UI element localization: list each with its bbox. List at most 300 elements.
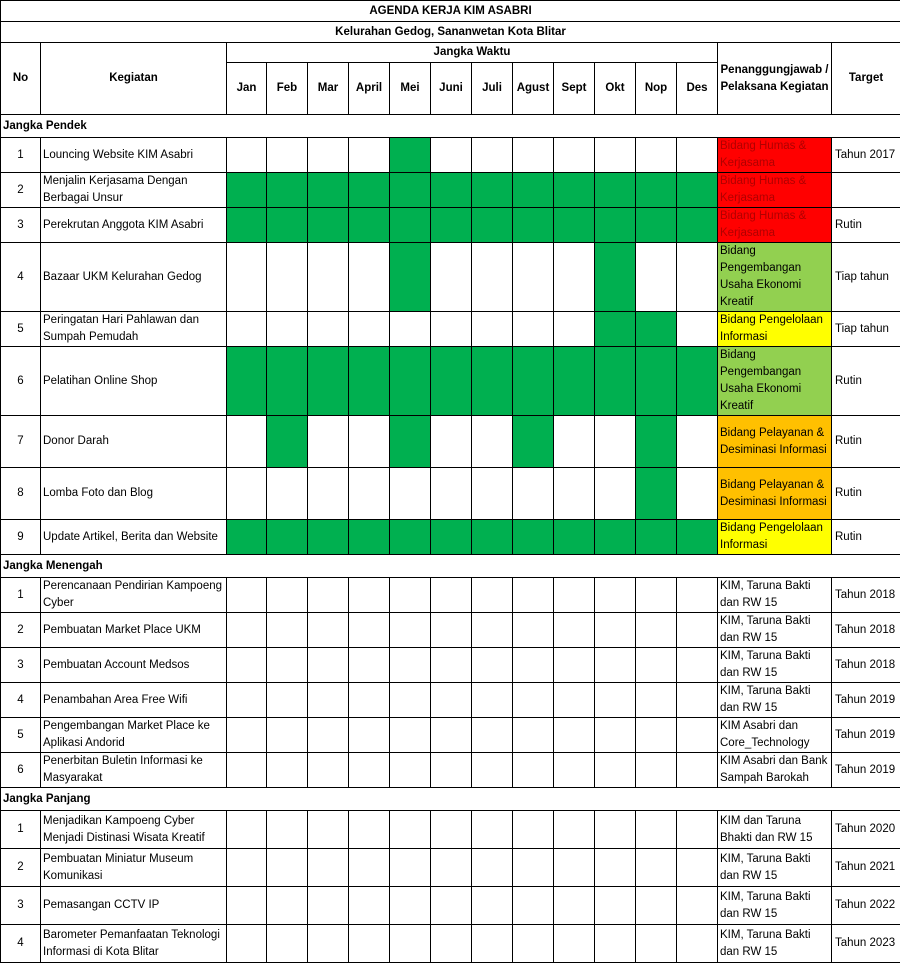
month-cell (431, 648, 472, 683)
row-number: 2 (1, 173, 41, 208)
month-cell-active (267, 347, 308, 416)
month-cell-active (472, 520, 513, 555)
month-cell (636, 925, 677, 963)
activity-cell: Perencanaan Pendirian Kampoeng Cyber (41, 578, 227, 613)
month-cell (308, 312, 349, 347)
month-cell (308, 753, 349, 788)
row-number: 3 (1, 887, 41, 925)
month-cell-active (677, 347, 718, 416)
responsible-cell: KIM, Taruna Bakti dan RW 15 (718, 578, 832, 613)
header-month: Jan (227, 63, 267, 115)
month-cell-active (390, 243, 431, 312)
month-cell (513, 468, 554, 520)
month-cell (227, 811, 267, 849)
month-cell-active (513, 173, 554, 208)
month-cell-active (513, 520, 554, 555)
month-cell (267, 718, 308, 753)
month-cell (390, 925, 431, 963)
month-cell (431, 138, 472, 173)
month-cell (636, 718, 677, 753)
month-cell-active (431, 347, 472, 416)
month-cell (349, 811, 390, 849)
table-row (1, 613, 900, 648)
month-cell (677, 312, 718, 347)
table-row (1, 887, 900, 925)
month-cell (595, 416, 636, 468)
month-cell (267, 138, 308, 173)
month-cell (513, 683, 554, 718)
month-cell (513, 312, 554, 347)
month-cell (349, 613, 390, 648)
month-cell-active (431, 520, 472, 555)
month-cell (267, 578, 308, 613)
month-cell (431, 753, 472, 788)
month-cell (227, 718, 267, 753)
month-cell (308, 683, 349, 718)
responsible-cell: Bidang Humas & Kerjasama (718, 208, 832, 243)
activity-cell: Perekrutan Anggota KIM Asabri (41, 208, 227, 243)
month-cell (349, 849, 390, 887)
month-cell (677, 753, 718, 788)
month-cell (267, 849, 308, 887)
month-cell (431, 613, 472, 648)
responsible-cell: Bidang Humas & Kerjasama (718, 173, 832, 208)
target-cell: Rutin (832, 208, 900, 243)
month-cell (390, 578, 431, 613)
table-row (1, 849, 900, 887)
month-cell (349, 578, 390, 613)
month-cell-active (431, 173, 472, 208)
month-cell (308, 138, 349, 173)
month-cell (677, 468, 718, 520)
month-cell-active (595, 208, 636, 243)
header-month: Agust (513, 63, 554, 115)
table-row (1, 138, 900, 173)
activity-cell: Bazaar UKM Kelurahan Gedog (41, 243, 227, 312)
row-number: 6 (1, 753, 41, 788)
header-month: Feb (267, 63, 308, 115)
month-cell-active (349, 347, 390, 416)
month-cell (308, 718, 349, 753)
table-row (1, 312, 900, 347)
month-cell (472, 683, 513, 718)
month-cell-active (390, 138, 431, 173)
month-cell (595, 468, 636, 520)
month-cell-active (677, 208, 718, 243)
month-cell (554, 138, 595, 173)
month-cell (554, 243, 595, 312)
header-month: April (349, 63, 390, 115)
month-cell-active (227, 520, 267, 555)
month-cell (677, 849, 718, 887)
month-cell (554, 468, 595, 520)
header-target: Target (832, 43, 900, 115)
activity-cell: Pembuatan Miniatur Museum Komunikasi (41, 849, 227, 887)
month-cell (431, 849, 472, 887)
row-number: 8 (1, 468, 41, 520)
month-cell (595, 849, 636, 887)
header-month: Sept (554, 63, 595, 115)
month-cell-active (267, 173, 308, 208)
month-cell (595, 683, 636, 718)
month-cell (554, 849, 595, 887)
month-cell (595, 648, 636, 683)
header-kegiatan: Kegiatan (41, 43, 227, 115)
month-cell-active (472, 347, 513, 416)
month-cell-active (636, 468, 677, 520)
month-cell (308, 578, 349, 613)
activity-cell: Donor Darah (41, 416, 227, 468)
month-cell (227, 138, 267, 173)
month-cell (636, 613, 677, 648)
month-cell (308, 468, 349, 520)
month-cell (349, 468, 390, 520)
month-cell (390, 683, 431, 718)
row-number: 3 (1, 648, 41, 683)
month-cell (431, 468, 472, 520)
month-cell-active (513, 416, 554, 468)
month-cell-active (677, 520, 718, 555)
month-cell-active (308, 520, 349, 555)
month-cell (267, 925, 308, 963)
month-cell (677, 578, 718, 613)
month-cell (267, 753, 308, 788)
month-cell (554, 753, 595, 788)
month-cell (472, 753, 513, 788)
activity-cell: Update Artikel, Berita dan Website (41, 520, 227, 555)
row-number: 7 (1, 416, 41, 468)
target-cell: Tahun 2023 (832, 925, 900, 963)
month-cell-active (267, 416, 308, 468)
month-cell-active (227, 173, 267, 208)
month-cell (636, 753, 677, 788)
header-month: Des (677, 63, 718, 115)
month-cell-active (513, 347, 554, 416)
month-cell-active (308, 208, 349, 243)
target-cell: Tahun 2019 (832, 683, 900, 718)
month-cell (390, 753, 431, 788)
month-cell (554, 811, 595, 849)
month-cell (349, 925, 390, 963)
page-subtitle: Kelurahan Gedog, Sananwetan Kota Blitar (1, 22, 900, 43)
month-cell-active (431, 208, 472, 243)
month-cell-active (390, 416, 431, 468)
month-cell (472, 243, 513, 312)
month-cell (472, 578, 513, 613)
month-cell-active (636, 347, 677, 416)
activity-cell: Lomba Foto dan Blog (41, 468, 227, 520)
activity-cell: Menjalin Kerjasama Dengan Berbagai Unsur (41, 173, 227, 208)
month-cell-active (267, 208, 308, 243)
month-cell (472, 613, 513, 648)
month-cell-active (554, 520, 595, 555)
month-cell (472, 138, 513, 173)
month-cell (595, 613, 636, 648)
month-cell (636, 138, 677, 173)
activity-cell: Pembuatan Account Medsos (41, 648, 227, 683)
month-cell (472, 468, 513, 520)
target-cell: Tahun 2022 (832, 887, 900, 925)
month-cell (390, 849, 431, 887)
month-cell (308, 648, 349, 683)
month-cell (472, 849, 513, 887)
month-cell (636, 811, 677, 849)
section-header: Jangka Panjang (1, 788, 900, 811)
month-cell (677, 138, 718, 173)
month-cell-active (636, 173, 677, 208)
row-number: 3 (1, 208, 41, 243)
row-number: 4 (1, 243, 41, 312)
table-row (1, 925, 900, 963)
month-cell (554, 925, 595, 963)
header-month: Nop (636, 63, 677, 115)
month-cell-active (472, 208, 513, 243)
table-row (1, 811, 900, 849)
month-cell (554, 613, 595, 648)
month-cell-active (308, 347, 349, 416)
header-month: Okt (595, 63, 636, 115)
month-cell (513, 753, 554, 788)
target-cell: Tahun 2019 (832, 753, 900, 788)
month-cell (554, 312, 595, 347)
month-cell (513, 243, 554, 312)
month-cell (636, 243, 677, 312)
month-cell-active (513, 208, 554, 243)
month-cell (677, 648, 718, 683)
month-cell-active (595, 173, 636, 208)
month-cell (227, 849, 267, 887)
month-cell-active (349, 520, 390, 555)
table-row (1, 416, 900, 468)
month-cell (227, 613, 267, 648)
table-row (1, 468, 900, 520)
table-row (1, 347, 900, 416)
activity-cell: Menjadikan Kampoeng Cyber Menjadi Distinasi Wisata Kreatif (41, 811, 227, 849)
month-cell (677, 416, 718, 468)
month-cell (390, 312, 431, 347)
month-cell (349, 243, 390, 312)
month-cell-active (390, 520, 431, 555)
target-cell: Tiap tahun (832, 312, 900, 347)
activity-cell: Penambahan Area Free Wifi (41, 683, 227, 718)
month-cell (227, 648, 267, 683)
month-cell (267, 811, 308, 849)
row-number: 6 (1, 347, 41, 416)
table-row (1, 243, 900, 312)
month-cell (513, 887, 554, 925)
target-cell: Rutin (832, 468, 900, 520)
target-cell: Tahun 2020 (832, 811, 900, 849)
month-cell (554, 683, 595, 718)
month-cell (636, 648, 677, 683)
row-number: 5 (1, 718, 41, 753)
month-cell-active (227, 347, 267, 416)
month-cell (513, 138, 554, 173)
responsible-cell: Bidang Humas & Kerjasama (718, 138, 832, 173)
month-cell (227, 468, 267, 520)
responsible-cell: Bidang Pelayanan & Desiminasi Informasi (718, 468, 832, 520)
month-cell (677, 613, 718, 648)
month-cell-active (636, 312, 677, 347)
target-cell: Tahun 2018 (832, 613, 900, 648)
month-cell-active (349, 208, 390, 243)
month-cell (267, 887, 308, 925)
target-cell: Rutin (832, 416, 900, 468)
table-row (1, 173, 900, 208)
month-cell (554, 718, 595, 753)
target-cell (832, 173, 900, 208)
month-cell-active (349, 173, 390, 208)
month-cell (513, 648, 554, 683)
table-row (1, 718, 900, 753)
month-cell (431, 925, 472, 963)
target-cell: Tahun 2021 (832, 849, 900, 887)
header-jangka-waktu: Jangka Waktu (227, 43, 718, 63)
month-cell (513, 849, 554, 887)
month-cell (267, 613, 308, 648)
activity-cell: Pembuatan Market Place UKM (41, 613, 227, 648)
month-cell (308, 416, 349, 468)
target-cell: Tahun 2019 (832, 718, 900, 753)
month-cell-active (267, 520, 308, 555)
responsible-cell: KIM Asabri dan Core_Technology (718, 718, 832, 753)
month-cell (349, 312, 390, 347)
header-month: Mei (390, 63, 431, 115)
month-cell (431, 887, 472, 925)
month-cell (390, 648, 431, 683)
month-cell (595, 925, 636, 963)
month-cell-active (308, 173, 349, 208)
month-cell (349, 683, 390, 718)
target-cell: Tahun 2018 (832, 578, 900, 613)
row-number: 1 (1, 811, 41, 849)
month-cell (431, 243, 472, 312)
month-cell (513, 718, 554, 753)
header-month: Juni (431, 63, 472, 115)
month-cell (308, 811, 349, 849)
month-cell (513, 811, 554, 849)
activity-cell: Peringatan Hari Pahlawan dan Sumpah Pemudah (41, 312, 227, 347)
responsible-cell: Bidang Pengembangan Usaha Ekonomi Kreatif (718, 347, 832, 416)
month-cell-active (595, 347, 636, 416)
month-cell (308, 925, 349, 963)
row-number: 4 (1, 683, 41, 718)
month-cell (595, 811, 636, 849)
month-cell (227, 312, 267, 347)
activity-cell: Barometer Pemanfaatan Teknologi Informasi di Kota Blitar (41, 925, 227, 963)
month-cell-active (390, 347, 431, 416)
month-cell (636, 683, 677, 718)
responsible-cell: Bidang Pengelolaan Informasi (718, 312, 832, 347)
month-cell (677, 925, 718, 963)
header-month: Juli (472, 63, 513, 115)
month-cell (349, 718, 390, 753)
month-cell (595, 753, 636, 788)
month-cell (431, 683, 472, 718)
month-cell (677, 718, 718, 753)
row-number: 4 (1, 925, 41, 963)
month-cell (349, 138, 390, 173)
month-cell (636, 849, 677, 887)
month-cell (636, 887, 677, 925)
responsible-cell: Bidang Pengembangan Usaha Ekonomi Kreatif (718, 243, 832, 312)
month-cell (390, 811, 431, 849)
month-cell (390, 613, 431, 648)
month-cell (431, 578, 472, 613)
month-cell (554, 416, 595, 468)
month-cell (472, 718, 513, 753)
month-cell (431, 811, 472, 849)
month-cell (595, 718, 636, 753)
row-number: 5 (1, 312, 41, 347)
month-cell (390, 468, 431, 520)
month-cell-active (390, 208, 431, 243)
month-cell (431, 718, 472, 753)
month-cell (227, 683, 267, 718)
responsible-cell: KIM, Taruna Bakti dan RW 15 (718, 849, 832, 887)
month-cell (308, 613, 349, 648)
header-month: Mar (308, 63, 349, 115)
table-row (1, 520, 900, 555)
month-cell-active (472, 173, 513, 208)
month-cell (267, 683, 308, 718)
month-cell-active (595, 520, 636, 555)
responsible-cell: KIM, Taruna Bakti dan RW 15 (718, 613, 832, 648)
month-cell (554, 887, 595, 925)
target-cell: Rutin (832, 520, 900, 555)
month-cell (595, 578, 636, 613)
activity-cell: Penerbitan Buletin Informasi ke Masyarakat (41, 753, 227, 788)
month-cell (554, 648, 595, 683)
month-cell (554, 578, 595, 613)
month-cell (308, 849, 349, 887)
month-cell (431, 312, 472, 347)
month-cell (677, 811, 718, 849)
month-cell (390, 887, 431, 925)
month-cell (472, 416, 513, 468)
month-cell (472, 887, 513, 925)
row-number: 2 (1, 613, 41, 648)
table-row (1, 753, 900, 788)
month-cell (267, 468, 308, 520)
month-cell-active (636, 416, 677, 468)
row-number: 1 (1, 138, 41, 173)
page-title: AGENDA KERJA KIM ASABRI (1, 1, 900, 22)
month-cell (349, 648, 390, 683)
month-cell (267, 312, 308, 347)
month-cell-active (227, 208, 267, 243)
row-number: 2 (1, 849, 41, 887)
month-cell (308, 243, 349, 312)
month-cell (513, 925, 554, 963)
table-row (1, 208, 900, 243)
month-cell (349, 416, 390, 468)
month-cell-active (677, 173, 718, 208)
table-row (1, 648, 900, 683)
month-cell (227, 887, 267, 925)
header-no: No (1, 43, 41, 115)
month-cell (349, 887, 390, 925)
month-cell (227, 578, 267, 613)
month-cell (513, 578, 554, 613)
month-cell (472, 312, 513, 347)
month-cell (513, 613, 554, 648)
responsible-cell: KIM, Taruna Bakti dan RW 15 (718, 683, 832, 718)
responsible-cell: Bidang Pelayanan & Desiminasi Informasi (718, 416, 832, 468)
month-cell (595, 887, 636, 925)
month-cell-active (595, 312, 636, 347)
month-cell (227, 753, 267, 788)
